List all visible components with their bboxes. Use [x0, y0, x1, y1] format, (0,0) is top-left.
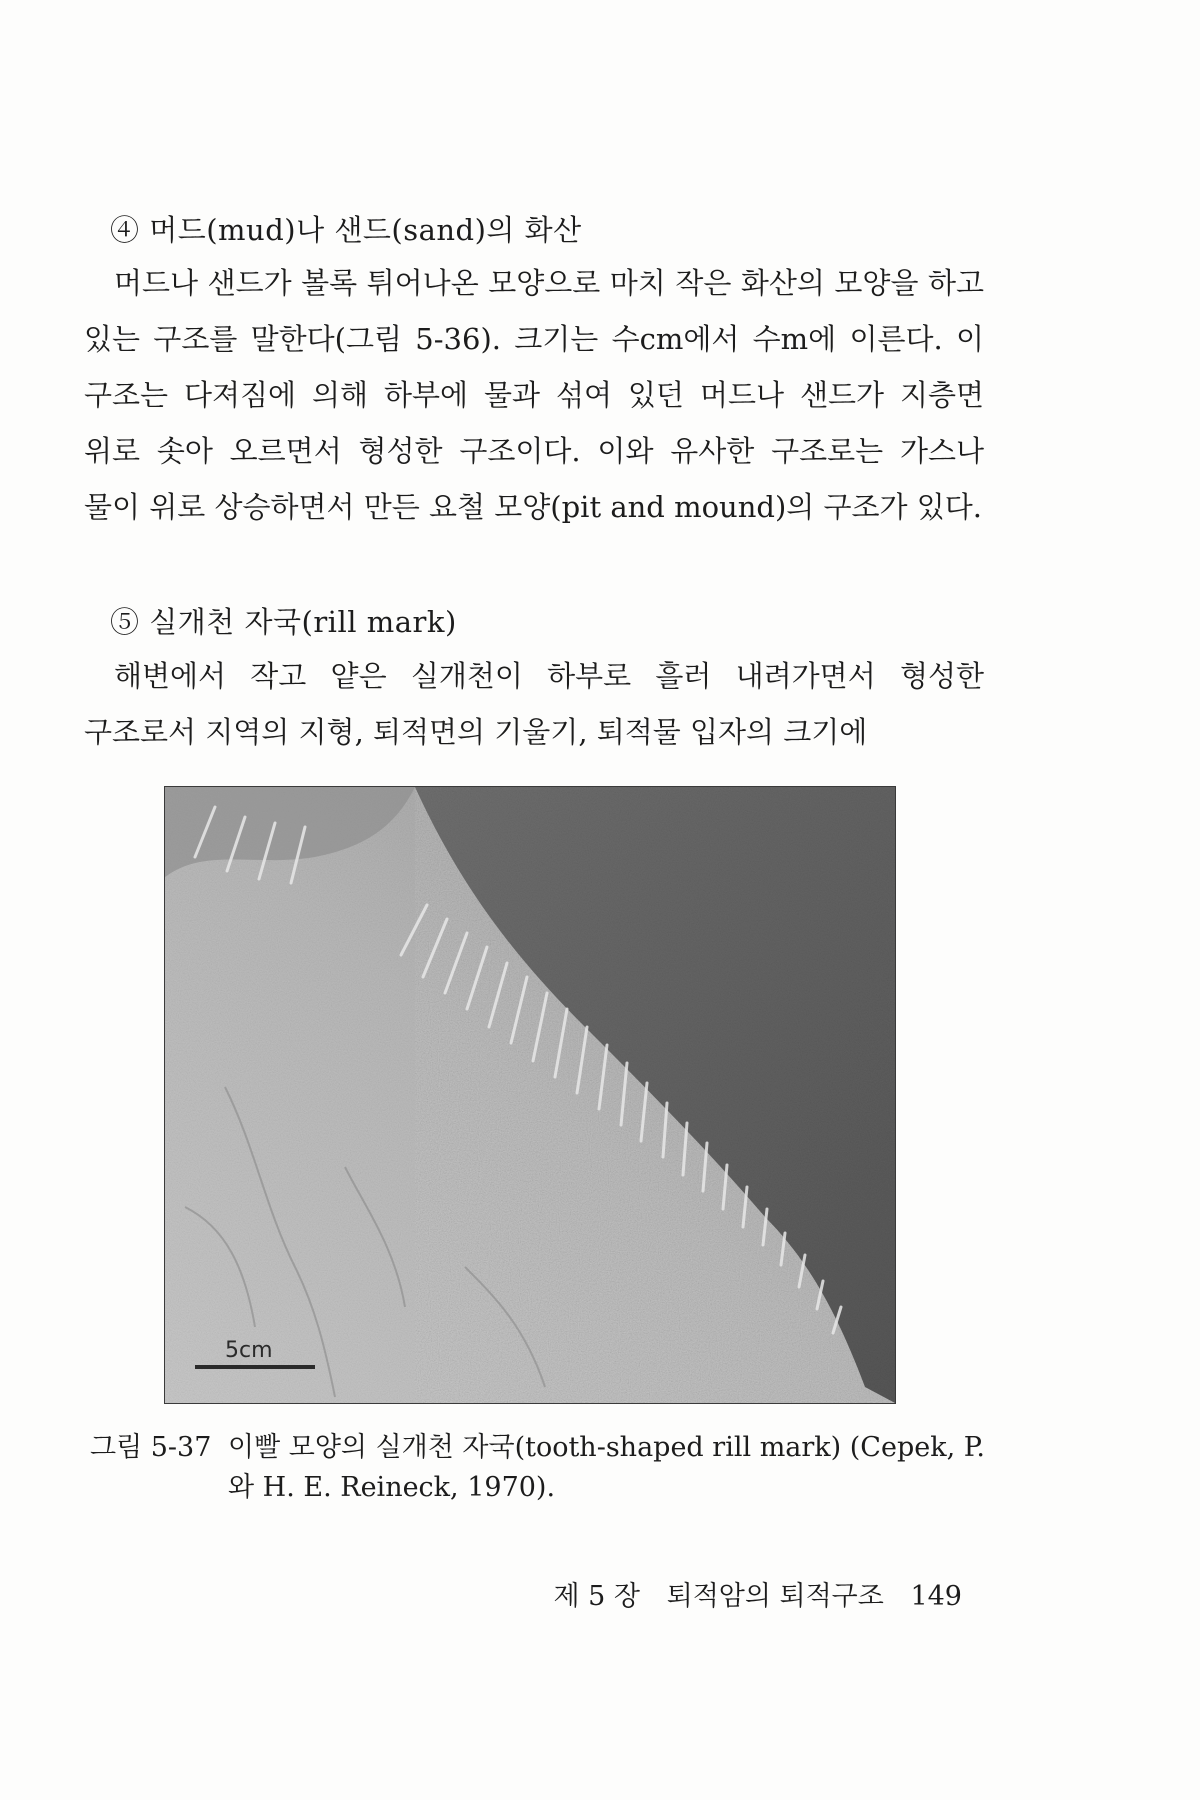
paragraph-text: 머드나 샌드가 볼록 튀어나온 모양으로 마치 작은 화산의 모양을 하고 있는 구조를 말한다(그림 5-36). 크기는 수cm에서 수m에 이른다. 이 구조는 다져짐에 의해 하부에 물과 섞여 있던 머드나 샌드가 지층면 위로 솟아 오르면서 형성한 구조이다. 이와 유사한 구조로는 가스나 물이 위로 상승하면서 만든 요철 모양(pit and mound)의 구조가 있다. — [84, 266, 984, 524]
chapter-title: 퇴적암의 퇴적구조 — [666, 1581, 884, 1612]
photo-illustration — [165, 787, 895, 1403]
page-number: 149 — [910, 1581, 962, 1612]
paragraph-rill-mark — [84, 648, 984, 760]
scale-label: 5cm — [225, 1338, 273, 1363]
figure-caption-label: 그림 5-37 — [90, 1432, 212, 1463]
figure-caption — [90, 1428, 990, 1508]
paragraph-text: 해변에서 작고 얕은 실개천이 하부로 흘러 내려가면서 형성한 구조로서 지역의 지형, 퇴적면의 기울기, 퇴적물 입자의 크기에 — [84, 659, 984, 749]
chapter-number: 제 5 장 — [553, 1581, 641, 1612]
page-footer — [536, 1574, 963, 1613]
figure-caption-text: 이빨 모양의 실개천 자국(tooth-shaped rill mark) (Cepek, P. 와 H. E. Reineck, 1970). — [228, 1432, 986, 1503]
section-heading-mud-volcano: ④ 머드(mud)나 샌드(sand)의 화산 — [110, 213, 582, 247]
section-heading-rill-mark: ⑤ 실개천 자국(rill mark) — [110, 605, 457, 639]
paragraph-mud-volcano — [84, 255, 984, 535]
rill-mark-photo — [164, 786, 896, 1404]
